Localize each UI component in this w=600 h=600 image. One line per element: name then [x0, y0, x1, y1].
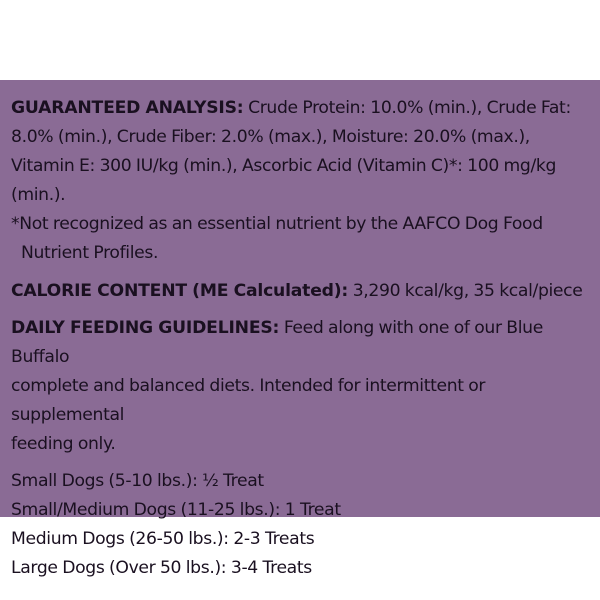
section-spacer — [11, 306, 590, 314]
feeding-row-small: Small Dogs (5-10 lbs.): ½ Treat — [11, 471, 264, 491]
guaranteed-analysis-line2: 8.0% (min.), Crude Fiber: 2.0% (max.), Moisture: 20.0% (max.), — [11, 127, 530, 147]
feeding-guideline-list — [11, 467, 590, 583]
daily-feeding-section — [11, 314, 590, 459]
feeding-row-medium: Medium Dogs (26-50 lbs.): 2-3 Treats — [11, 529, 315, 549]
guaranteed-analysis-line1: Crude Protein: 10.0% (min.), Crude Fat: — [243, 98, 571, 118]
calorie-content-heading: CALORIE CONTENT (ME Calculated): — [11, 281, 349, 301]
calorie-content-value: 3,290 kcal/kg, 35 kcal/piece — [348, 281, 583, 301]
section-spacer — [11, 268, 590, 277]
nutrition-label-panel — [0, 80, 600, 578]
daily-feeding-heading: DAILY FEEDING GUIDELINES: — [11, 318, 280, 338]
guaranteed-analysis-section — [11, 94, 590, 268]
feeding-row-large: Large Dogs (Over 50 lbs.): 3-4 Treats — [11, 558, 312, 578]
feeding-row-small-medium: Small/Medium Dogs (11-25 lbs.): 1 Treat — [11, 500, 341, 520]
guaranteed-analysis-heading: GUARANTEED ANALYSIS: — [11, 98, 244, 118]
aafco-footnote-line1: *Not recognized as an essential nutrient by the AAFCO Dog Food — [11, 214, 543, 234]
calorie-content-section — [11, 277, 590, 306]
aafco-footnote-line2: Nutrient Profiles. — [21, 243, 159, 263]
daily-feeding-line1: Feed along with one of our Blue Buffalo — [11, 318, 543, 367]
daily-feeding-line2: complete and balanced diets. Intended for intermittent or supplemental — [11, 376, 486, 425]
guaranteed-analysis-line3: Vitamin E: 300 IU/kg (min.), Ascorbic Acid (Vitamin C)*: 100 mg/kg (min.). — [11, 156, 557, 205]
daily-feeding-line3: feeding only. — [11, 434, 116, 454]
